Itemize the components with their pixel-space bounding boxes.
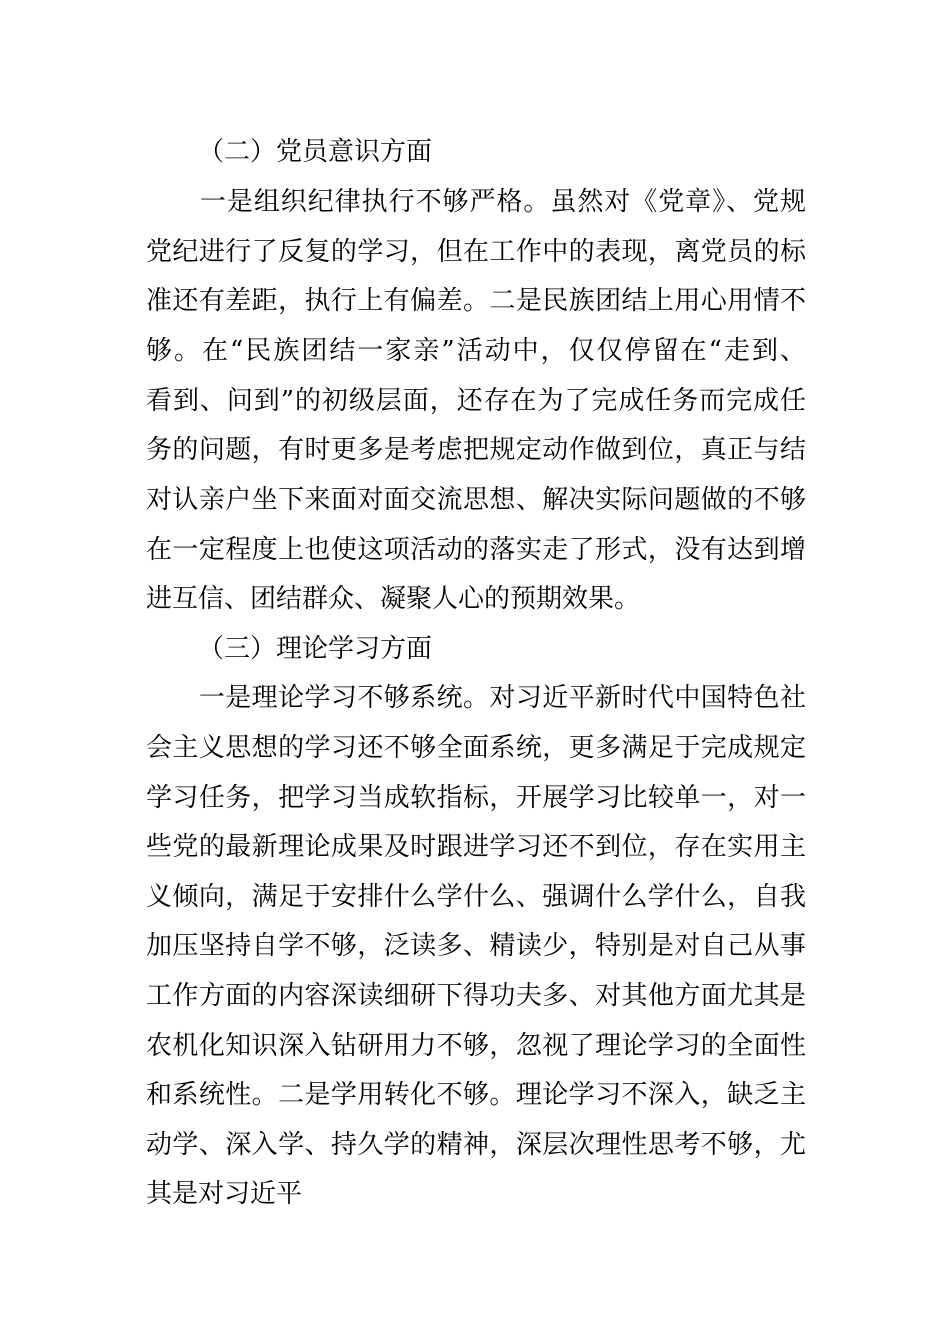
paragraph-line: 一是理论学习不够系统。对习近平新时代中国特色社 <box>146 683 806 713</box>
paragraph-line: 学习任务，把学习当成软指标，开展学习比较单一，对一 <box>146 783 806 813</box>
paragraph-line: 对认亲户坐下来面对面交流思想、解决实际问题做的不够 <box>146 485 806 515</box>
paragraph-line: 动学、深入学、持久学的精神，深层次理性思考不够，尤 <box>146 1130 806 1160</box>
paragraph-line: 加压坚持自学不够，泛读多、精读少，特别是对自己从事 <box>146 931 806 961</box>
section-heading-party-awareness: （二）党员意识方面 <box>198 137 433 167</box>
paragraph-line: 农机化知识深入钻研用力不够，忽视了理论学习的全面性 <box>146 1031 806 1061</box>
paragraph-line: 些党的最新理论成果及时跟进学习还不到位，存在实用主 <box>146 832 806 862</box>
paragraph-line: 准还有差距，执行上有偏差。二是民族团结上用心用情不 <box>146 286 806 316</box>
section-heading-theory-study: （三）理论学习方面 <box>198 634 433 664</box>
paragraph-line: 在一定程度上也使这项活动的落实走了形式，没有达到增 <box>146 535 806 565</box>
paragraph-line: 工作方面的内容深读细研下得功夫多、对其他方面尤其是 <box>146 981 806 1011</box>
paragraph-line: 进互信、团结群众、凝聚人心的预期效果。 <box>146 584 641 614</box>
paragraph-line: 会主义思想的学习还不够全面系统，更多满足于完成规定 <box>146 733 806 763</box>
paragraph-line: 看到、问到”的初级层面，还存在为了完成任务而完成任 <box>146 386 806 416</box>
paragraph-line: 党纪进行了反复的学习，但在工作中的表现，离党员的标 <box>146 237 806 267</box>
paragraph-line: 够。在“民族团结一家亲”活动中，仅仅停留在“走到、 <box>146 336 806 366</box>
paragraph-line: 务的问题，有时更多是考虑把规定动作做到位，真正与结 <box>146 435 806 465</box>
paragraph-line: 和系统性。二是学用转化不够。理论学习不深入，缺乏主 <box>146 1080 806 1110</box>
paragraph-line: 义倾向，满足于安排什么学什么、强调什么学什么，自我 <box>146 882 806 912</box>
paragraph-line: 一是组织纪律执行不够严格。虽然对《党章》、党规 <box>146 187 806 217</box>
paragraph-line: 其是对习近平 <box>146 1179 303 1209</box>
